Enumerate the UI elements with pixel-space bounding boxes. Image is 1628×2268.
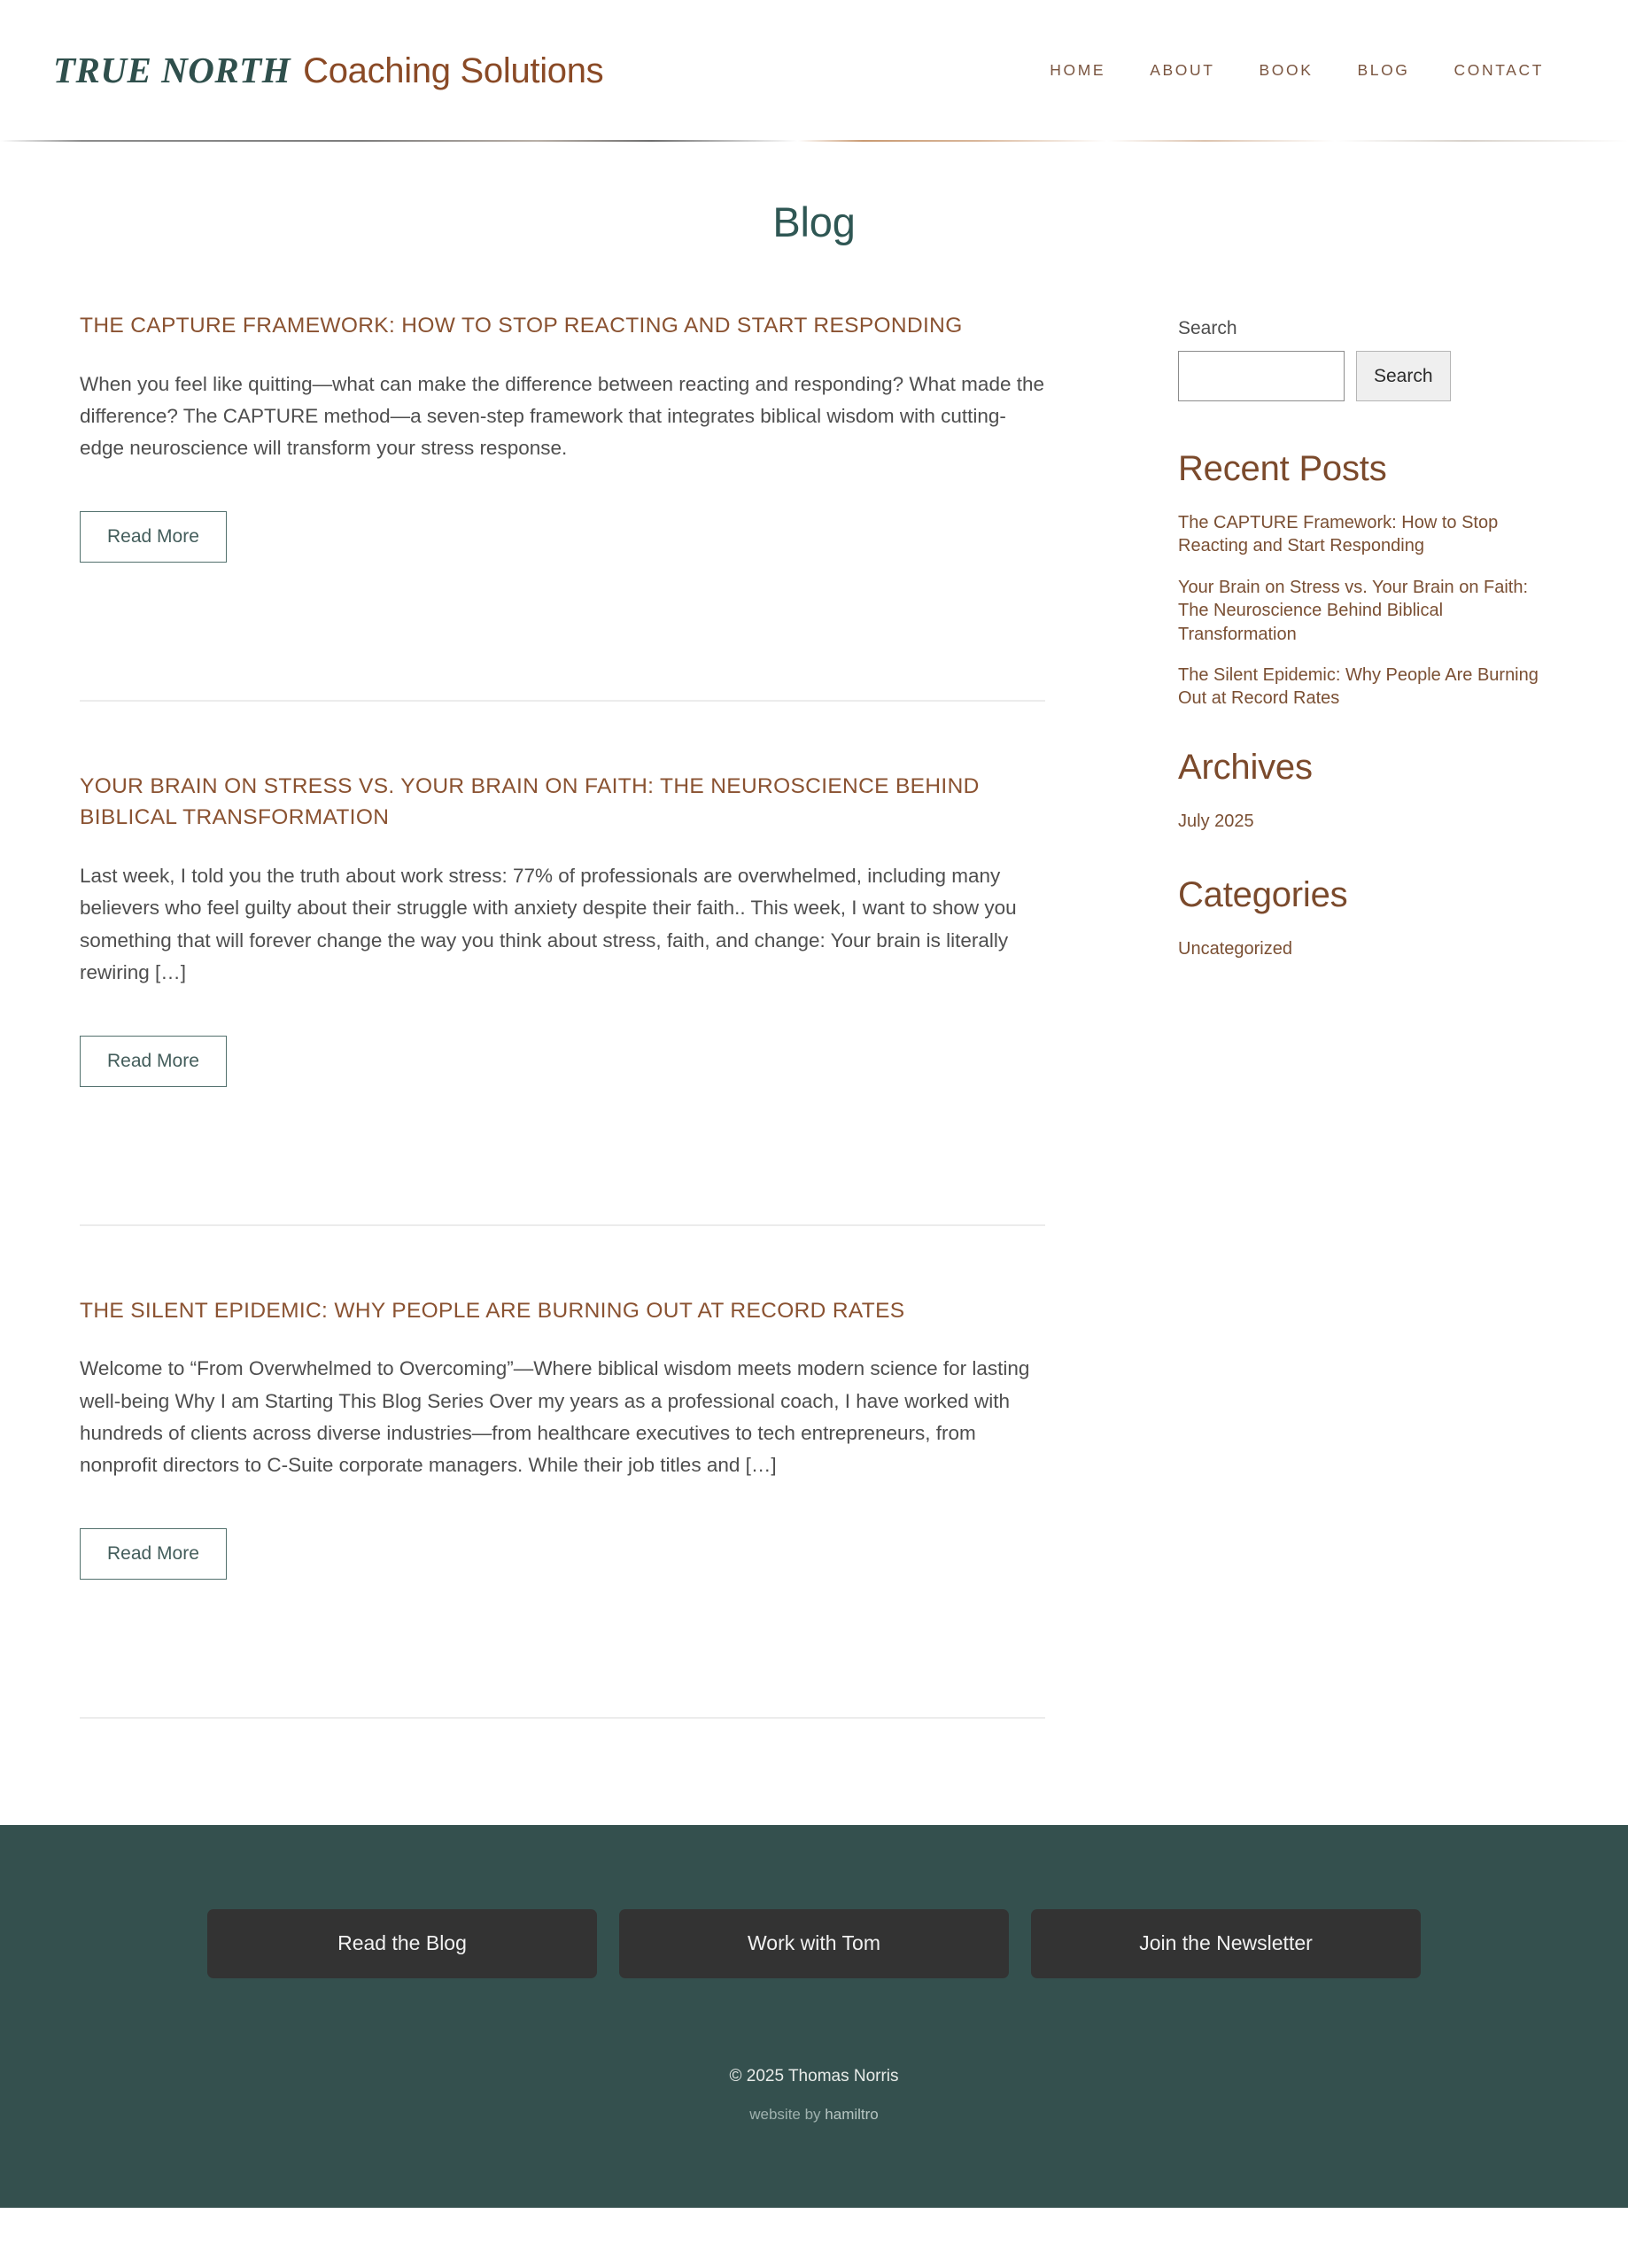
- list-item: [1178, 511, 1548, 558]
- logo-secondary-text: Coaching Solutions: [303, 50, 604, 90]
- nav-item-blog[interactable]: BLOG: [1357, 60, 1410, 79]
- copyright-text: © 2025 Thomas Norris: [729, 2066, 899, 2085]
- read-more-button[interactable]: Read More: [80, 1528, 227, 1580]
- recent-posts-list: [1178, 511, 1548, 711]
- read-the-blog-button[interactable]: Read the Blog: [207, 1909, 597, 1978]
- search-submit-button[interactable]: Search: [1356, 351, 1451, 401]
- post-title-link[interactable]: THE SILENT EPIDEMIC: WHY PEOPLE ARE BURNING OUT AT RECORD RATES: [80, 1298, 905, 1323]
- post-excerpt: Welcome to “From Overwhelmed to Overcoming”—Where biblical wisdom meets modern science for lasting well-being Why I am Starting This Blog Series Over my years as a professional coach, I have worked with hundreds of clients across diverse industries—from healthcare executives to tech entrepreneurs, from nonprofit directors to C-Suite corporate managers. While their job titles and […]: [80, 1357, 1030, 1477]
- credit-link[interactable]: hamiltro: [825, 2105, 879, 2123]
- post-item: [80, 1226, 1045, 1719]
- post-excerpt: When you feel like quitting—what can make the difference between reacting and responding? What made the difference? The CAPTURE method—a seven-step framework that integrates biblical wisdom with cutting-edge neuroscience will transform your stress response.: [80, 372, 1044, 460]
- posts-list: [80, 310, 1178, 1719]
- site-credit: [0, 2106, 1628, 2124]
- site-logo[interactable]: [53, 49, 604, 90]
- archives-widget: [1178, 748, 1548, 833]
- archives-title: Archives: [1178, 747, 1313, 787]
- post-title-link[interactable]: YOUR BRAIN ON STRESS VS. YOUR BRAIN ON FAITH: THE NEUROSCIENCE BEHIND BIBLICAL TRANSFORMATION: [80, 773, 980, 830]
- recent-post-link[interactable]: The CAPTURE Framework: How to Stop Reacting and Start Responding: [1178, 513, 1499, 556]
- read-more-button[interactable]: Read More: [80, 1036, 227, 1087]
- site-footer: [0, 1825, 1628, 2208]
- recent-post-link[interactable]: The Silent Epidemic: Why People Are Burning Out at Record Rates: [1178, 664, 1539, 709]
- recent-posts-widget: [1178, 449, 1548, 711]
- search-label: Search: [1178, 318, 1237, 338]
- list-item: [1178, 576, 1548, 646]
- join-the-newsletter-button[interactable]: Join the Newsletter: [1031, 1909, 1421, 1978]
- categories-title: Categories: [1178, 875, 1348, 915]
- nav-item-about[interactable]: ABOUT: [1150, 60, 1215, 79]
- credit-prefix: website by: [749, 2105, 826, 2123]
- post-excerpt: Last week, I told you the truth about work stress: 77% of professionals are overwhelmed, including many believers who feel guilty about their struggle with anxiety despite their faith.. This week, I want to show you something that will forever change the way you think about stress, faith, and change: Your brain is literally rewiring […]: [80, 864, 1017, 984]
- list-item: [1178, 810, 1548, 833]
- search-input[interactable]: [1178, 351, 1345, 401]
- recent-post-link[interactable]: Your Brain on Stress vs. Your Brain on Faith: The Neuroscience Behind Biblical Transformation: [1178, 577, 1529, 644]
- archives-list: [1178, 810, 1548, 833]
- logo-primary-text: TRUE NORTH: [53, 49, 291, 90]
- footer-cta-group: [0, 1909, 1628, 1978]
- footer-meta: [0, 2067, 1628, 2124]
- post-separator: [80, 1717, 1045, 1719]
- content-wrapper: [0, 246, 1628, 1719]
- page-title: Blog: [772, 198, 856, 245]
- nav-item-home[interactable]: HOME: [1050, 60, 1106, 79]
- recent-posts-title: Recent Posts: [1178, 449, 1387, 488]
- work-with-tom-button[interactable]: Work with Tom: [619, 1909, 1009, 1978]
- read-more-button[interactable]: Read More: [80, 511, 227, 563]
- sidebar: [1178, 310, 1548, 979]
- site-header: [0, 0, 1628, 140]
- category-link[interactable]: Uncategorized: [1178, 939, 1292, 959]
- categories-list: [1178, 937, 1548, 960]
- main-navigation: [1050, 61, 1575, 80]
- nav-item-contact[interactable]: CONTACT: [1454, 60, 1544, 79]
- list-item: [1178, 937, 1548, 960]
- search-widget: [1178, 318, 1548, 401]
- post-title-link[interactable]: THE CAPTURE FRAMEWORK: HOW TO STOP REACTING AND START RESPONDING: [80, 314, 963, 338]
- archive-link[interactable]: July 2025: [1178, 811, 1254, 831]
- search-form: [1178, 351, 1548, 401]
- categories-widget: [1178, 875, 1548, 960]
- nav-item-book[interactable]: BOOK: [1259, 60, 1314, 79]
- list-item: [1178, 664, 1548, 711]
- post-item: [80, 310, 1045, 702]
- post-item: [80, 702, 1045, 1226]
